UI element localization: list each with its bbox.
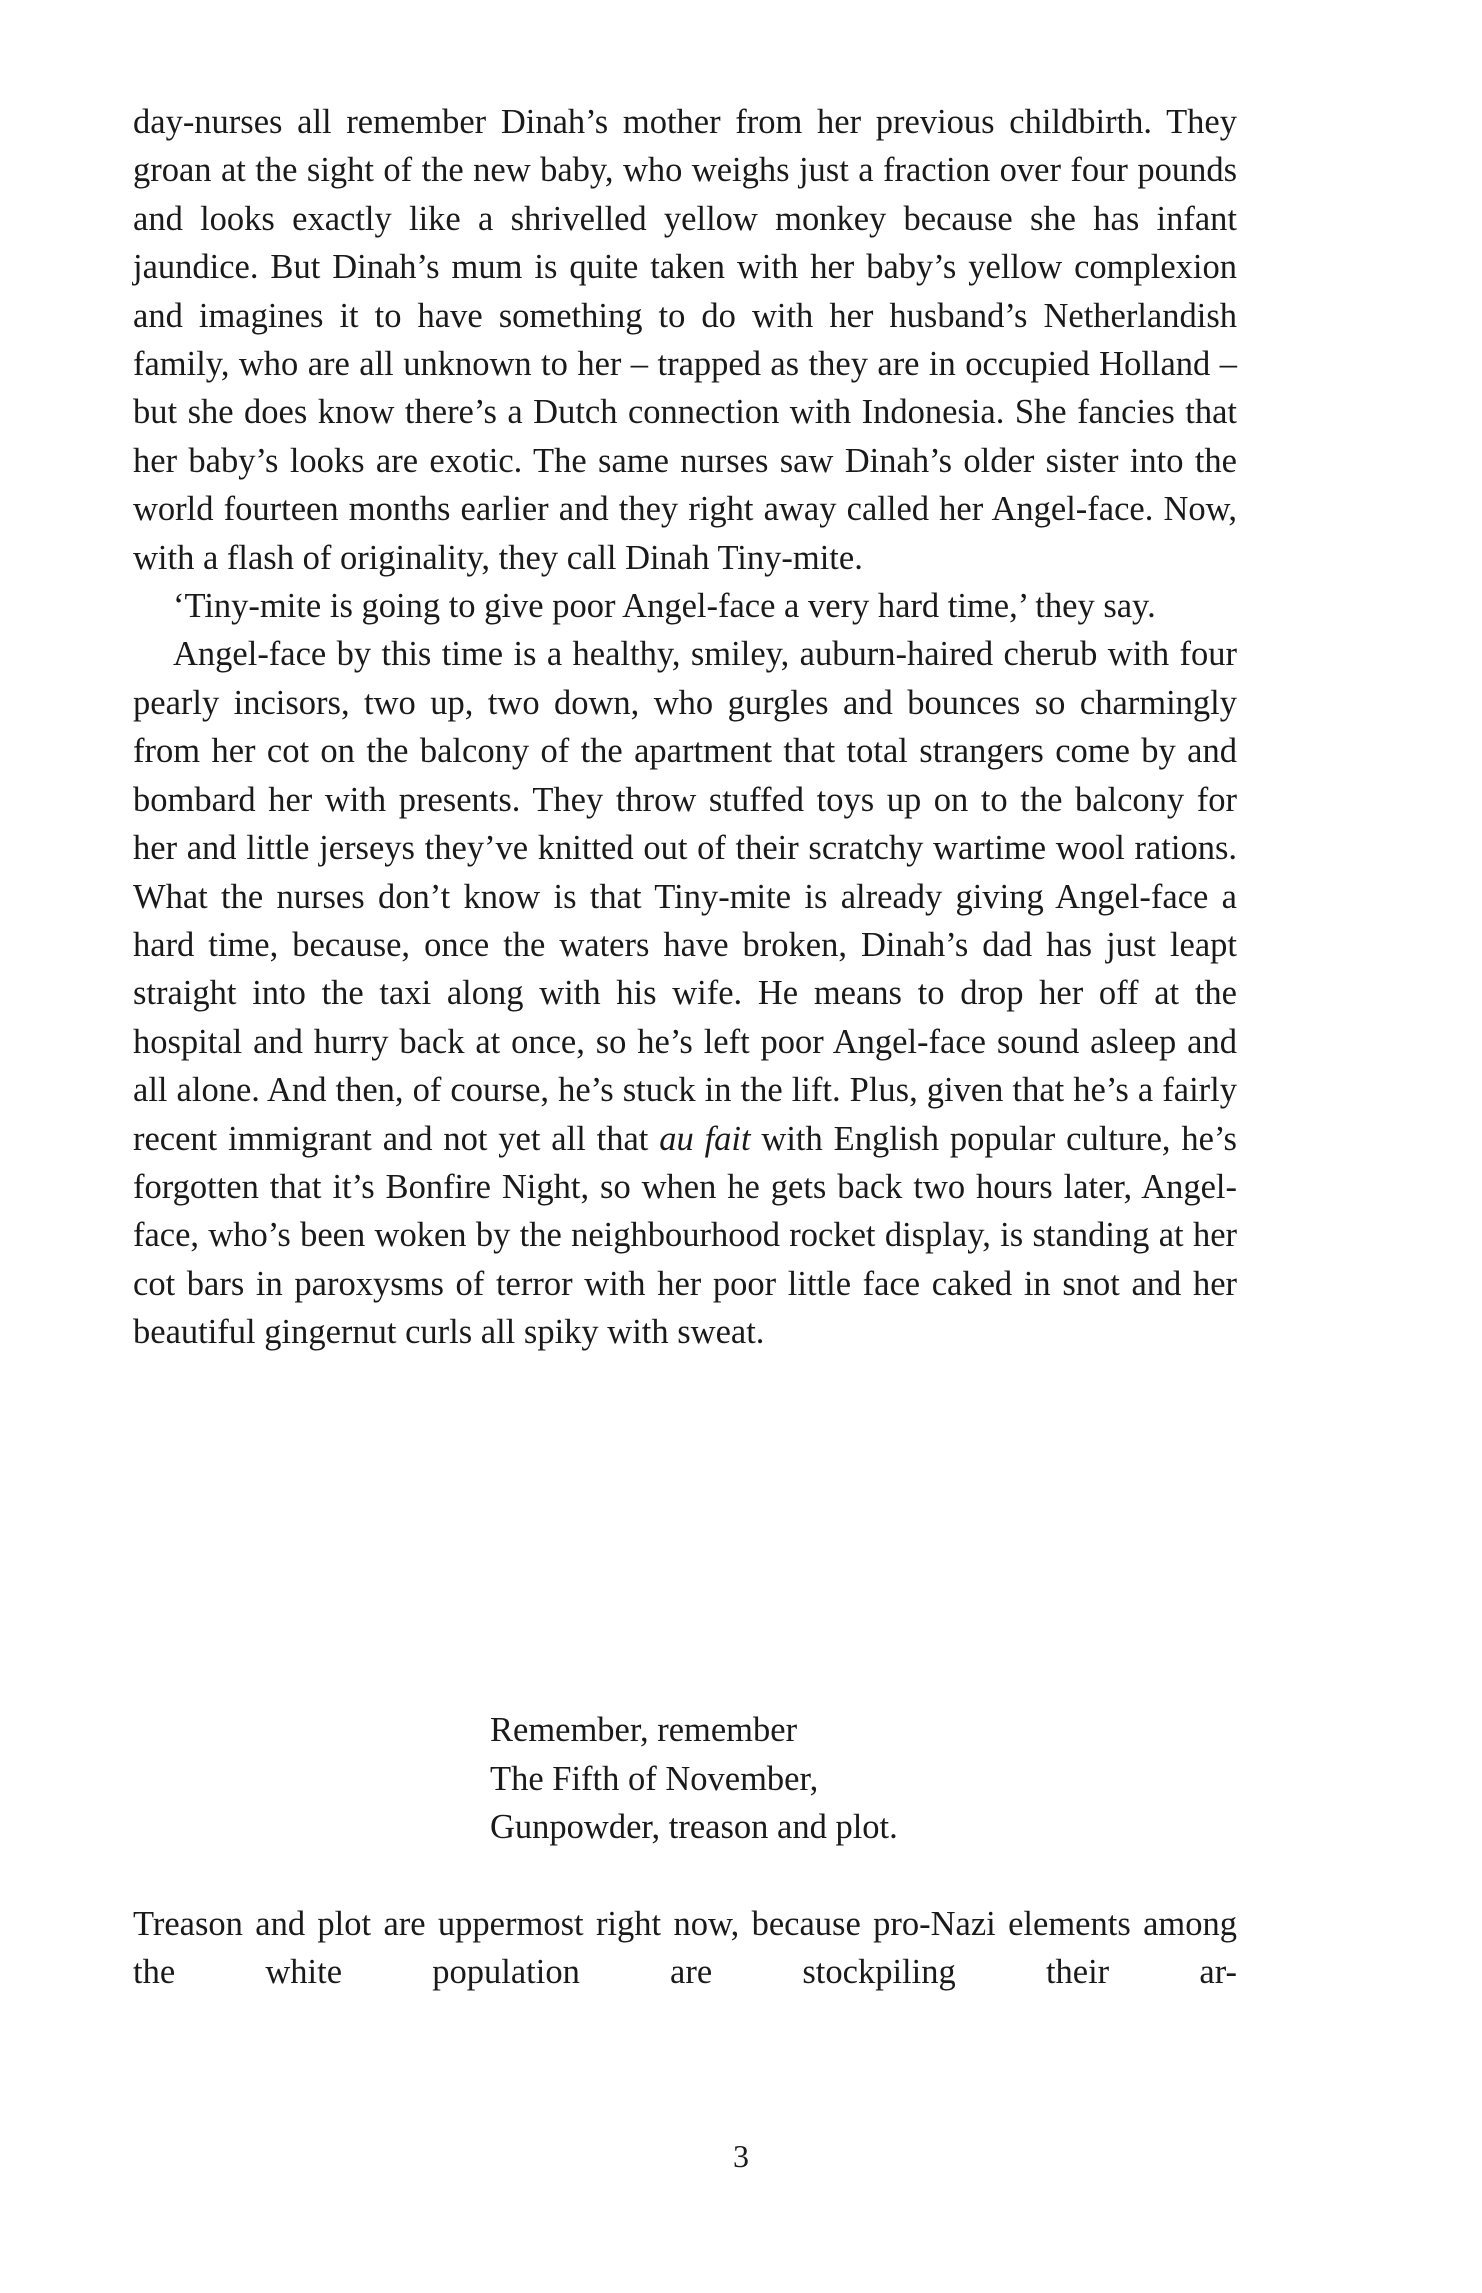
verse-line-3: Gunpowder, treason and plot. (490, 1808, 898, 1846)
paragraph-angel-face-italic: au fait (659, 1119, 751, 1158)
paragraph-angel-face-text-start: Angel-face by this time is a healthy, smiley, auburn-haired cherub with four pearly incisors, two up, two down, who gurgles and bounces so charmingly from her cot on the balcony of the apartment that total strangers come by and bombard her with presents. They throw stuffed toys up on to the balcony for her and little jerseys they’ve knitted out of their scratchy wartime wool rations. What the nurses don’t know is that Tiny-mite is already giving Angel-face a hard time, because, once the waters have broken, Dinah’s dad has just leapt straight into the taxi along with his wife. He means to drop her off at the hospital and hurry back at once, so he’s left poor Angel-face sound asleep and all alone. And then, of course, he’s stuck in the lift. Plus, given that he’s a fairly recent immigrant and not yet all that (133, 635, 1237, 1158)
page-number: 3 (733, 2138, 749, 2174)
paragraph-tiny-mite-quote (133, 582, 1237, 630)
paragraph-nurses (133, 98, 1237, 582)
paragraph-angel-face (133, 630, 1237, 1356)
body-text (133, 98, 1237, 1357)
verse-block (490, 1706, 898, 1852)
verse-line-1: Remember, remember (490, 1711, 798, 1749)
verse-line-2: The Fifth of November, (490, 1759, 819, 1798)
paragraph-tiny-mite-quote-text: ‘Tiny-mite is going to give poor Angel-face a very hard time,’ they say. (173, 587, 1156, 626)
paragraph-angel-face-text-end: with English popular culture, he’s forgotten that it’s Bonfire Night, so when he gets back two hours later, Angel-face, who’s been woken by the neighbourhood rocket display, is standing at her cot bars in paroxysms of terror with her poor little face caked in snot and her beautiful gingernut curls all spiky with sweat. (133, 1119, 1237, 1352)
paragraph-nurses-text: day-nurses all remember Dinah’s mother from her previous childbirth. They groan at the sight of the new baby, who weighs just a fraction over four pounds and looks exactly like a shrivelled yellow monkey because she has infant jaundice. But Dinah’s mum is quite taken with her baby’s yellow complexion and imagines it to have something to do with her husband’s Netherlandish family, who are all unknown to her – trapped as they are in occupied Holland – but she does know there’s a Dutch connection with Indonesia. She fancies that her baby’s looks are exotic. The same nurses saw Dinah’s older sister into the world fourteen months earlier and they right away called her Angel-face. Now, with a flash of originality, they call Dinah Tiny-mite. (133, 103, 1237, 577)
closing-paragraph: Treason and plot are uppermost right now, because pro-Nazi elements among the white population are stockpiling their ar- (133, 1905, 1237, 1992)
